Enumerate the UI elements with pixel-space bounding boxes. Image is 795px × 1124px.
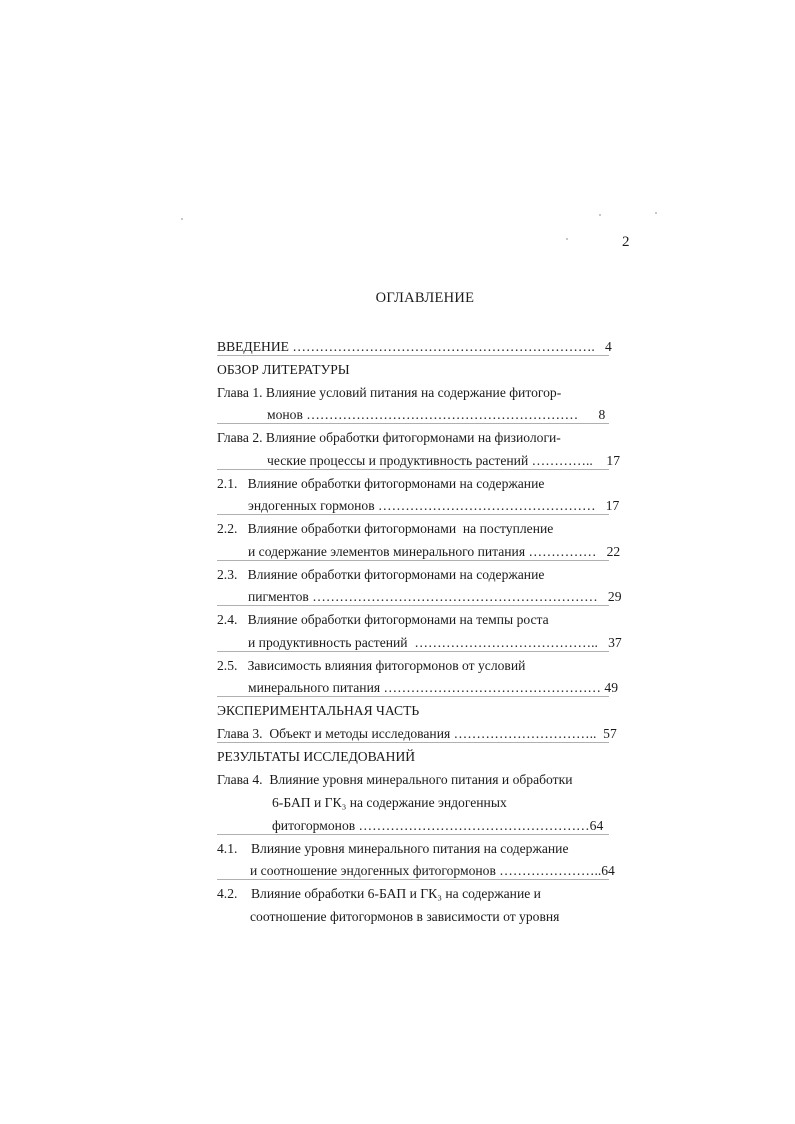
toc-item-2-4-line-2: и продуктивность растений ………………………………….. 37 bbox=[248, 635, 622, 650]
scan-speck bbox=[599, 214, 601, 216]
toc-item-4-1-line-1: 4.1. Влияние уровня минерального питания на содержание bbox=[217, 841, 569, 856]
toc-chapter-2-line-2: ческие процессы и продуктивность растений ………….. 17 bbox=[267, 453, 620, 468]
toc-item-2-1-line-2: эндогенных гормонов ………………………………………… 17 bbox=[248, 498, 620, 513]
toc-item-2-3-line-2: пигментов ……………………………………………………… 29 bbox=[248, 589, 622, 604]
toc-chapter-3: Глава 3. Объект и методы исследования ………………………….. 57 bbox=[217, 726, 617, 741]
toc-chapter-1-line-2: монов …………………………………………………… 8 bbox=[267, 407, 606, 422]
scan-speck bbox=[655, 212, 657, 214]
scan-rule bbox=[217, 423, 609, 424]
toc-chapter-4-line-3: фитогормонов ……………………………………………64 bbox=[272, 818, 604, 833]
scan-rule bbox=[217, 469, 609, 470]
scan-rule bbox=[217, 560, 609, 561]
toc-item-2-1-line-1: 2.1. Влияние обработки фитогормонами на содержание bbox=[217, 476, 545, 491]
toc-section-literature-review: ОБЗОР ЛИТЕРАТУРЫ bbox=[217, 362, 350, 377]
toc-chapter-4-line-1: Глава 4. Влияние уровня минерального питания и обработки bbox=[217, 772, 573, 787]
scan-rule bbox=[217, 879, 609, 880]
toc-section-experimental: ЭКСПЕРИМЕНТАЛЬНАЯ ЧАСТЬ bbox=[217, 703, 420, 718]
toc-introduction: ВВЕДЕНИЕ …………………………………………………………. 4 bbox=[217, 339, 612, 354]
toc-chapter-2-line-1: Глава 2. Влияние обработки фитогормонами на физиологи- bbox=[217, 430, 561, 445]
toc-chapter-4-line-2: 6-БАП и ГК₃ на содержание эндогенных bbox=[272, 795, 507, 810]
scan-rule bbox=[217, 742, 609, 743]
scan-speck bbox=[181, 218, 183, 220]
toc-title: ОГЛАВЛЕНИЕ bbox=[375, 290, 475, 306]
toc-item-2-4-line-1: 2.4. Влияние обработки фитогормонами на темпы роста bbox=[217, 612, 549, 627]
toc-chapter-1-line-1: Глава 1. Влияние условий питания на содержание фитогор- bbox=[217, 385, 562, 400]
toc-item-2-2-line-2: и содержание элементов минерального питания …………… 22 bbox=[248, 544, 621, 559]
toc-item-2-3-line-1: 2.3. Влияние обработки фитогормонами на содержание bbox=[217, 567, 545, 582]
scan-speck bbox=[566, 238, 568, 240]
toc-item-2-2-line-1: 2.2. Влияние обработки фитогормонами на поступление bbox=[217, 521, 554, 536]
scan-rule bbox=[217, 605, 609, 606]
toc-section-results: РЕЗУЛЬТАТЫ ИССЛЕДОВАНИЙ bbox=[217, 749, 416, 764]
scan-rule bbox=[217, 514, 609, 515]
page-number: 2 bbox=[622, 234, 630, 250]
scan-rule bbox=[217, 834, 609, 835]
toc-item-4-1-line-2: и соотношение эндогенных фитогормонов …………………..64 bbox=[250, 863, 615, 878]
scan-rule bbox=[217, 355, 609, 356]
toc-item-2-5-line-2: минерального питания ………………………………………… 49 bbox=[248, 680, 619, 695]
scan-rule bbox=[217, 651, 609, 652]
toc-item-4-2-line-2: соотношение фитогормонов в зависимости от уровня bbox=[250, 909, 560, 924]
toc-item-2-5-line-1: 2.5. Зависимость влияния фитогормонов от условий bbox=[217, 658, 526, 673]
toc-item-4-2-line-1: 4.2. Влияние обработки 6-БАП и ГК₃ на содержание и bbox=[217, 886, 541, 901]
scan-rule bbox=[217, 696, 609, 697]
